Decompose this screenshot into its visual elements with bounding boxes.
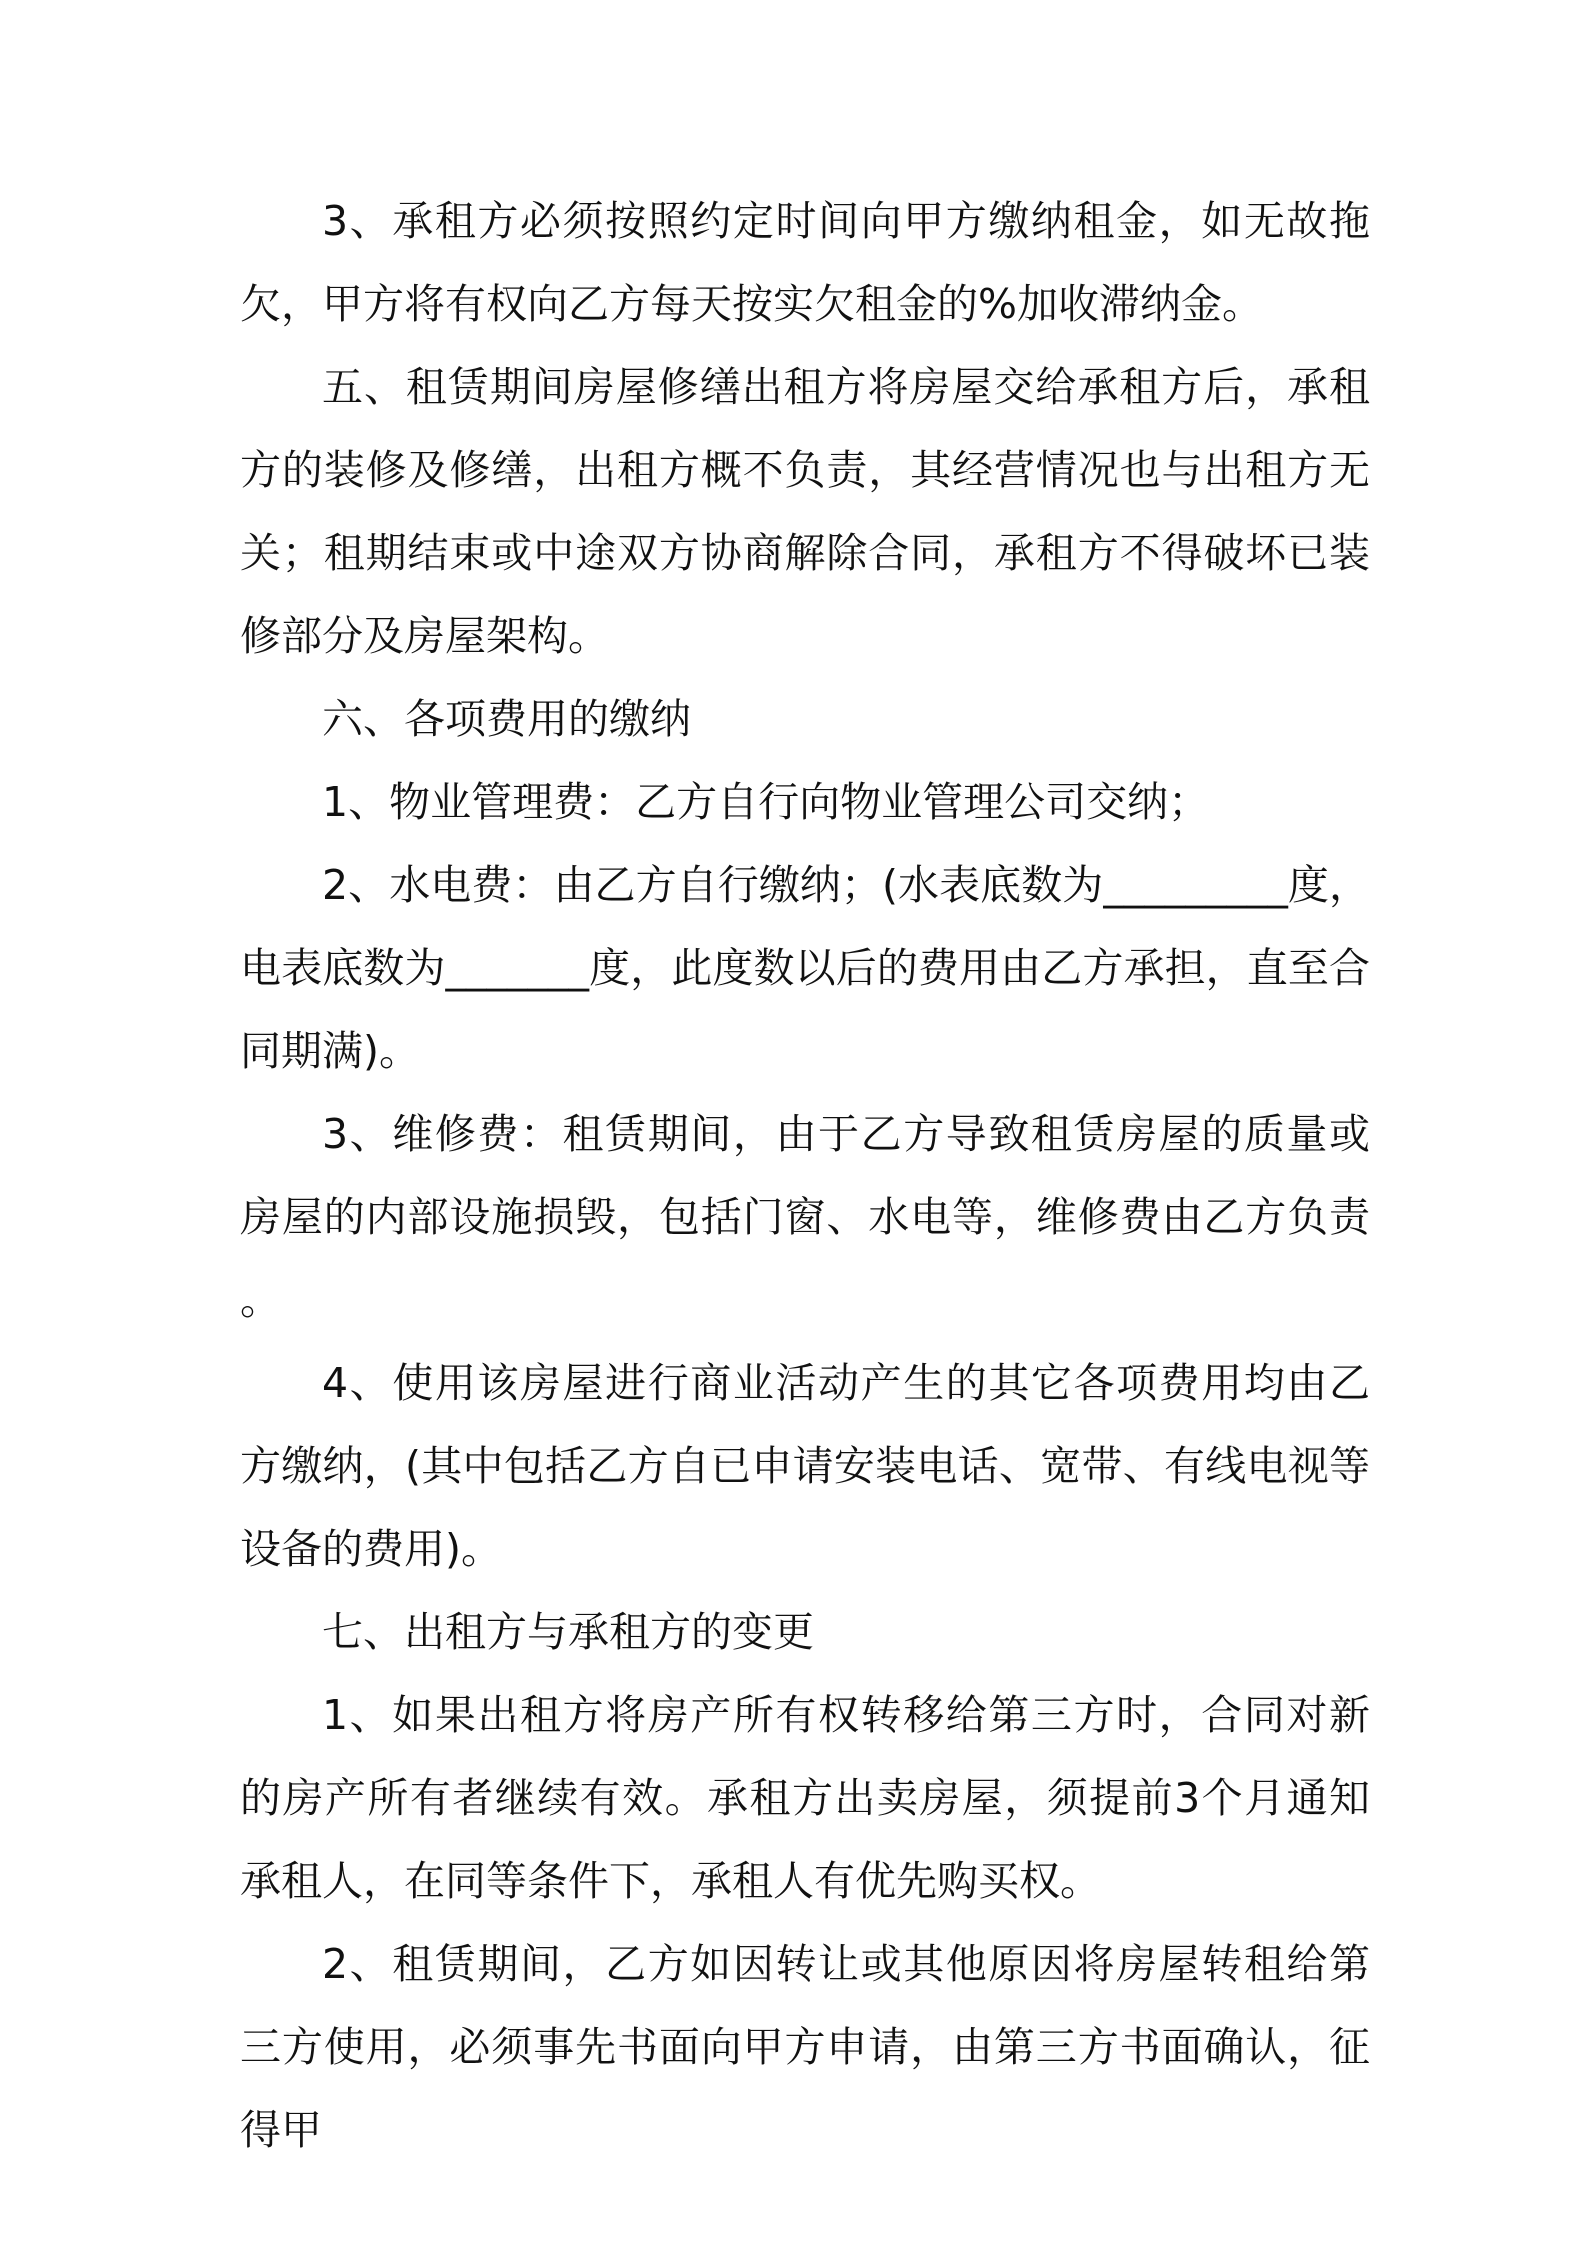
section-5-repairs: 五、租赁期间房屋修缮出租方将房屋交给承租方后，承租方的装修及修缮，出租方概不负责，其经营情况也与出租方无关；租期结束或中途双方协商解除合同，承租方不得破坏已装修部分及房屋架构。 <box>240 363 1370 660</box>
clause-1-property-fee: 1、物业管理费：乙方自行向物业管理公司交纳； <box>322 778 1210 826</box>
clause-4-other-fees: 4、使用该房屋进行商业活动产生的其它各项费用均由乙方缴纳，(其中包括乙方自已申请安装电话、宽带、有线电视等设备的费用)。 <box>240 1359 1370 1573</box>
document-body <box>240 180 1370 2172</box>
clause-3-rent-payment: 3、承租方必须按照约定时间向甲方缴纳租金，如无故拖欠，甲方将有权向乙方每天按实欠租金的%加收滞纳金。 <box>240 197 1370 328</box>
clause-2-sublease: 2、租赁期间，乙方如因转让或其他原因将房屋转租给第三方使用，必须事先书面向甲方申请，由第三方书面确认，征得甲 <box>240 1940 1370 2154</box>
clause-1-ownership-transfer: 1、如果出租方将房产所有权转移给第三方时，合同对新的房产所有者继续有效。承租方出卖房屋，须提前3个月通知承租人，在同等条件下，承租人有优先购买权。 <box>240 1691 1370 1905</box>
section-7-heading: 七、出租方与承租方的变更 <box>322 1608 814 1656</box>
clause-2-utilities: 2、水电费：由乙方自行缴纳；(水表底数为_________度，电表底数为_______度，此度数以后的费用由乙方承担，直至合同期满)。 <box>240 861 1370 1075</box>
section-6-heading: 六、各项费用的缴纳 <box>322 695 691 743</box>
clause-3-maintenance: 3、维修费：租赁期间，由于乙方导致租赁房屋的质量或房屋的内部设施损毁，包括门窗、水电等，维修费由乙方负责。 <box>240 1110 1370 1324</box>
